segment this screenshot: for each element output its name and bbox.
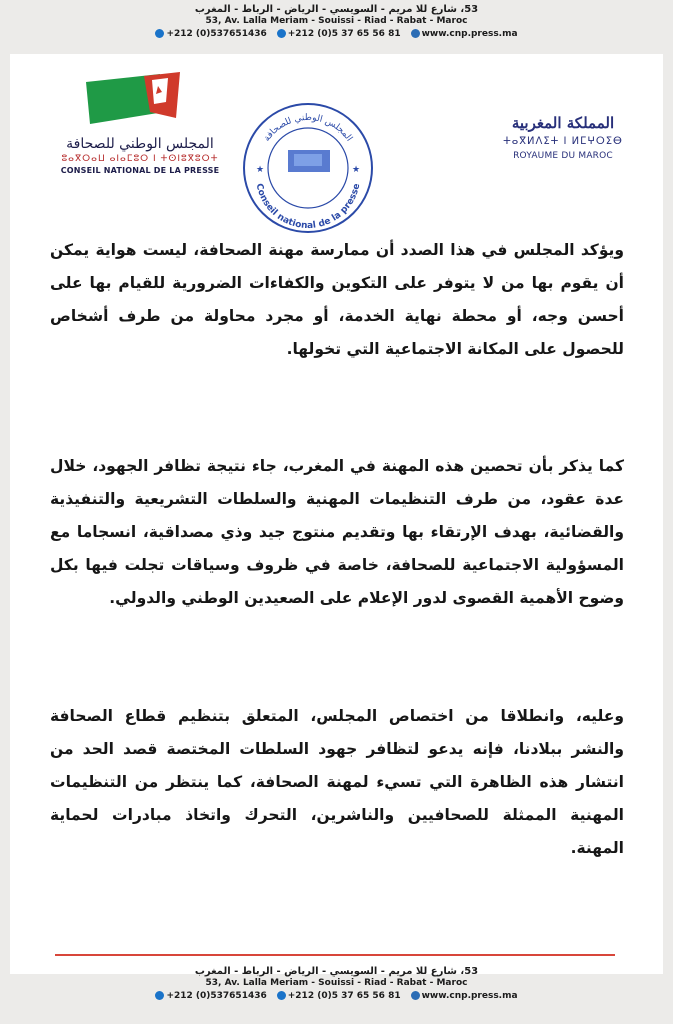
letter-page — [10, 54, 663, 974]
phone-icon — [155, 991, 164, 1000]
svg-text:★: ★ — [256, 165, 265, 175]
address-french: 53, Av. Lalla Meriam - Souissi - Riad - Rabat - Maroc — [205, 16, 468, 26]
address-arabic: 53، شارع للا مريم - السويسي - الرياض - الرباط - المغرب — [194, 4, 479, 15]
paragraph-3: وعليه، وانطلاقا من اختصاص المجلس، المتعلق بتنظيم قطاع الصحافة والنشر ببلادنا، فإنه يدعو لتظافر جهود السلطات المختصة قصد الحد من انتشار هذه الظاهرة التي تسيء لمهنة الصحافة، كما ينتظر من التنظيمات المهنية الممثلة للصحافيين والناشرين، التحرك واتخاذ مبادرات لحماية المهنة. — [50, 706, 624, 857]
council-name-arabic: المجلس الوطني للصحافة — [66, 136, 214, 152]
footer-address-arabic: 53، شارع للا مريم - السويسي - الرياض - الرباط - المغرب — [194, 966, 479, 977]
footer-phone-1: +212 (0)537651436 — [155, 991, 266, 1001]
footer-address-french: 53, Av. Lalla Meriam - Souissi - Riad - Rabat - Maroc — [205, 978, 468, 988]
svg-text:Conseil national de la presse: Conseil national de la presse — [253, 182, 363, 232]
website: www.cnp.press.ma — [411, 29, 518, 39]
kingdom-arabic: المملكة المغربية — [511, 114, 615, 132]
paragraph-2: كما يذكر بأن تحصين هذه المهنة في المغرب، جاء نتيجة تظافر الجهود، خلال عدة عقود، من طرف التنظيمات المهنية والسلطات التشريعية والتنفيذية والقضائية، بهدف الإرتقاء بها وتقديم منتوج جيد وذي مصداقية، انسجاما مع المسؤولية الاجتماعية للصحافة، خاصة في ظروف وسياقات تجلت فيها بكل وضوح الأهمية القصوى لدور الإعلام على الصعيدين الوطني والدولي. — [50, 456, 624, 607]
phone-1: +212 (0)537651436 — [155, 29, 266, 39]
council-name-french: CONSEIL NATIONAL DE LA PRESSE — [60, 166, 220, 175]
top-contact-strip — [0, 4, 673, 39]
globe-icon — [411, 991, 420, 1000]
council-emblem-icon — [80, 72, 190, 134]
svg-text:★: ★ — [352, 165, 361, 175]
council-seal-stamp — [238, 98, 378, 242]
footer-website: www.cnp.press.ma — [411, 991, 518, 1001]
kingdom-amazigh: ⵜⴰⴳⵍⴷⵉⵜ ⵏ ⵍⵎⵖⵔⵉⴱ — [503, 136, 623, 147]
contact-line — [0, 29, 673, 39]
kingdom-french: ROYAUME DU MAROC — [513, 151, 613, 161]
council-logo — [60, 72, 220, 175]
paragraph-1: ويؤكد المجلس في هذا الصدد أن ممارسة مهنة الصحافة، ليست هواية يمكن أن يقوم بها من لا يتوفر على التكوين والكفاءات الضرورية للقيام بها على أحسن وجه، أو محطة نهاية الخدمة، أو مجرد محاولة من طرف أشخاص للحصول على المكانة الاجتماعية التي تخولها. — [50, 240, 624, 358]
svg-text:المجلس الوطني للصحافة: المجلس الوطني للصحافة — [262, 112, 354, 144]
kingdom-header — [493, 114, 633, 161]
footer-divider — [55, 954, 615, 956]
fax-icon — [277, 29, 286, 38]
bottom-contact-strip — [0, 966, 673, 1001]
footer-phone-2: +212 (0)5 37 65 56 81 — [277, 991, 401, 1001]
footer-contact-line — [0, 991, 673, 1001]
phone-2: +212 (0)5 37 65 56 81 — [277, 29, 401, 39]
seal-icon — [238, 98, 378, 238]
fax-icon — [277, 991, 286, 1000]
council-name-amazigh: ⵓⴰⴳⵔⴰⵡ ⴰⵏⴰⵎⵓⵔ ⵏ ⵜⵙⵏⵓⴳⵓⵔⵜ — [61, 154, 219, 164]
phone-icon — [155, 29, 164, 38]
globe-icon — [411, 29, 420, 38]
